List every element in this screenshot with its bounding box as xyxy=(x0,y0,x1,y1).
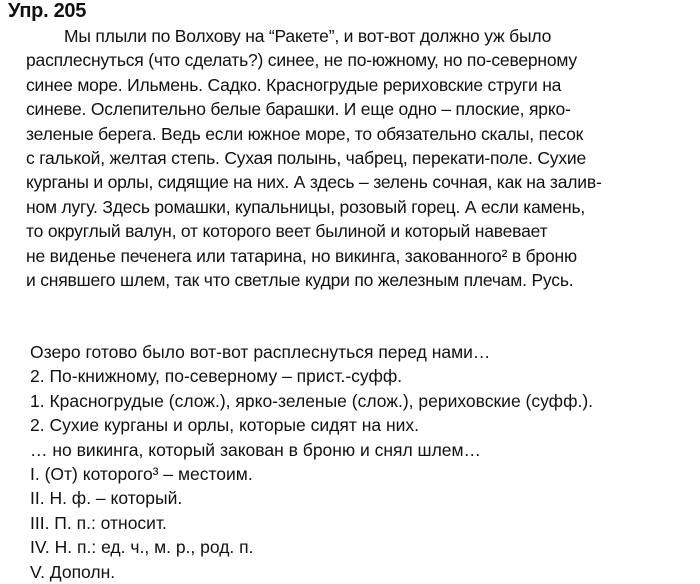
analysis-line-7: II. Н. ф. – который. xyxy=(30,488,183,509)
analysis-line-2: 2. По-книжному, по-северному – прист.-суфф. xyxy=(30,366,403,387)
analysis-line-10: V. Дополн. xyxy=(30,561,116,582)
analysis-line-9: IV. Н. п.: ед. ч., м. р., род. п. xyxy=(30,537,254,558)
text-line-6: с галькой, желтая степь. Сухая полынь, чабрец, перекати-поле. Сухие xyxy=(26,148,586,169)
analysis-list xyxy=(30,340,690,584)
analysis-line-8: III. П. п.: относит. xyxy=(30,512,167,533)
analysis-line-6: I. (От) которого³ – местоим. xyxy=(30,464,253,485)
text-line-7: курганы и орлы, сидящие на них. А здесь – зелень сочная, как на залив- xyxy=(26,172,602,193)
exercise-title: Упр. 205 xyxy=(8,0,87,22)
analysis-line-1: Озеро готово было вот-вот расплеснуться перед нами… xyxy=(30,342,491,362)
text-line-10: не виденье печенега или татарина, но викинга, закованного² в броню xyxy=(26,245,577,266)
text-line-5: зеленые берега. Ведь если южное море, то обязательно скалы, песок xyxy=(26,123,584,144)
text-line-3: синее море. Ильмень. Садко. Красногрудые рериховские струги на xyxy=(26,74,562,95)
text-line-11: и снявшего шлем, так что светлые кудри по железным плечам. Русь. xyxy=(26,270,574,291)
analysis-line-5: … но викинга, который закован в броню и снял шлем… xyxy=(30,439,482,460)
text-line-4: синеве. Ослепительно белые барашки. И еще одно – плоские, ярко- xyxy=(26,99,571,120)
text-line-8: ном лугу. Здесь ромашки, купальницы, розовый горец. А если камень, xyxy=(26,196,586,217)
text-line-2: расплеснуться (что сделать?) синее, не по-южному, но по-северному xyxy=(26,50,577,71)
text-line-1: Мы плыли по Волхову на “Ракете”, и вот-вот должно уж было xyxy=(64,26,552,46)
text-line-9: то округлый валун, от которого веет былиной и который навевает xyxy=(26,221,548,242)
analysis-line-3: 1. Красногрудые (слож.), ярко-зеленые (слож.), рериховские (суфф.). xyxy=(30,390,594,411)
analysis-line-4: 2. Сухие курганы и орлы, которые сидят на них. xyxy=(30,415,420,436)
exercise-text xyxy=(26,24,686,292)
